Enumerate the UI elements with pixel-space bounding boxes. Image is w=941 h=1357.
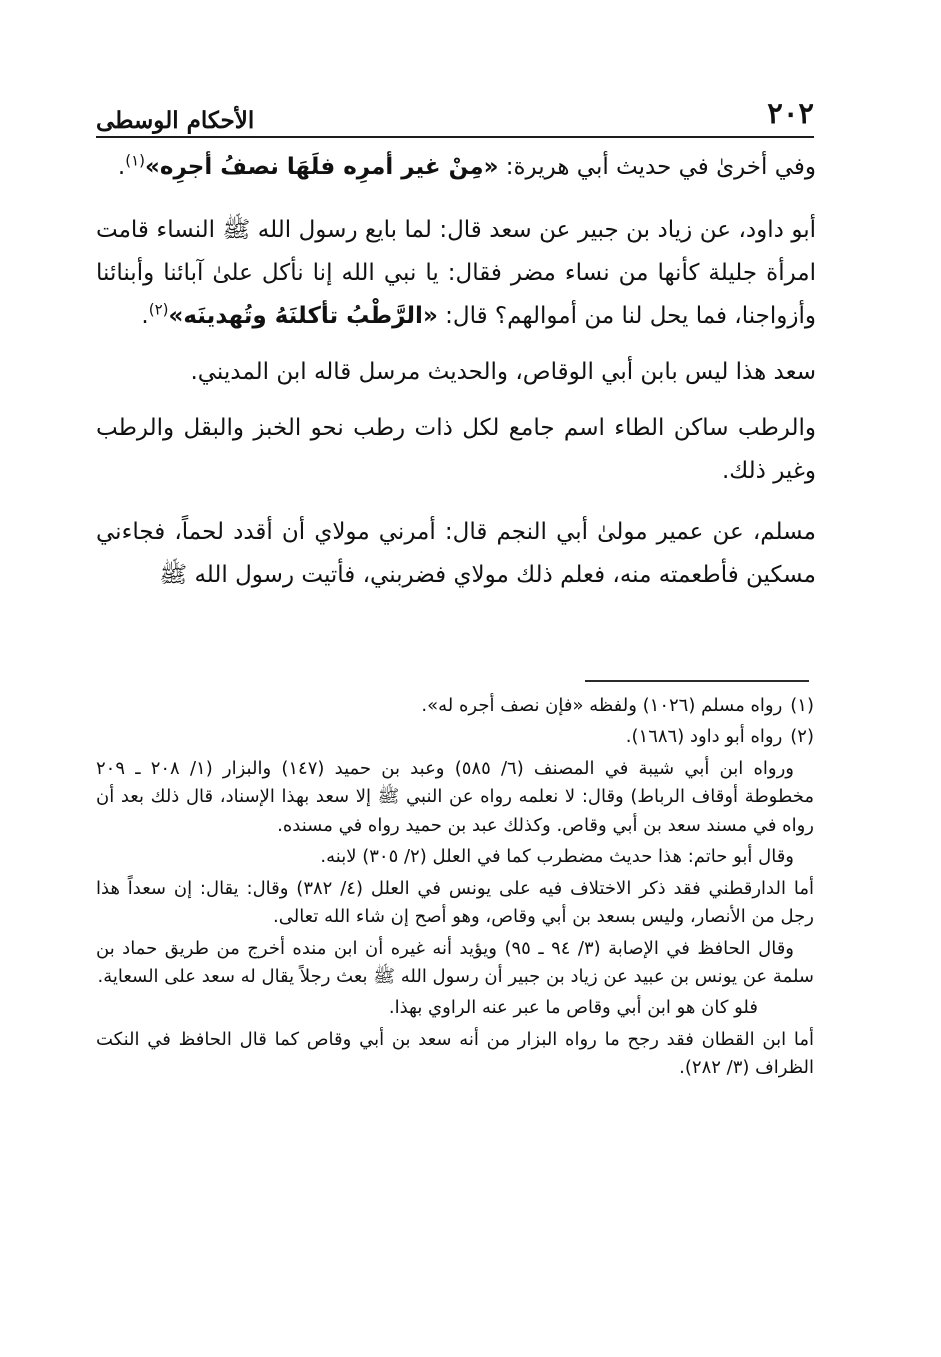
footnote-ref-2[interactable]: (٢) (148, 300, 169, 319)
footnote-divider (585, 680, 809, 682)
paragraph-2-text: أبو داود، عن زياد بن جبير عن سعد قال: لما بايع رسول الله ﷺ النساء قامت امرأة جليلة كأنها من نساء مضر فقال: يا نبي الله إنا نأكل علىٰ آبائنا وأبنائنا وأزواجنا، فما يحل لنا من أموالهم؟ قال: (96, 217, 816, 329)
paragraph-1 (96, 146, 816, 189)
paragraph-1-text: وفي أخرىٰ في حديث أبي هريرة: (498, 154, 816, 180)
paragraph-3: سعد هذا ليس بابن أبي الوقاص، والحديث مرسل قاله ابن المديني. (190, 359, 816, 385)
footnote-2-continuation: أما ابن القطان فقد رجح ما رواه البزار من أنه سعد بن أبي وقاص كما قال الحافظ في النكت الظراف (٣/ ٢٨٢). (96, 1028, 814, 1079)
footnote-text: رواه مسلم (١٠٢٦) ولفظه «فإن نصف أجره له». (421, 695, 783, 716)
main-text (96, 146, 816, 597)
footnote-2 (96, 723, 814, 751)
footnote-2-continuation: وقال أبو حاتم: هذا حديث مضطرب كما في العلل (٢/ ٣٠٥) لابنه. (320, 846, 794, 868)
paragraph-1-end: . (117, 154, 126, 180)
footnote-2-continuation: فلو كان هو ابن أبي وقاص ما عبر عنه الراوي بهذا. (388, 997, 758, 1019)
footnote-ref-1[interactable]: (١) (125, 151, 146, 170)
hadith-quote: «مِنْ غير أمرِه فلَهَا نصفُ أجرِه» (145, 154, 499, 180)
footnote-2-continuation: أما الدارقطني فقد ذكر الاختلاف فيه على يونس في العلل (٤/ ٣٨٢) وقال: يقال: إن سعداً هذا رجل من الأنصار، وليس بسعد بن أبي وقاص، وهو أصح إن شاء الله تعالى. (96, 877, 814, 928)
footnote-2-continuation: وقال الحافظ في الإصابة (٣/ ٩٤ ـ ٩٥) ويؤيد أنه غيره أن ابن منده أخرج من طريق حماد بن سلمة عن يونس بن عبيد عن زياد بن جبير أن رسول الله ﷺ بعث رجلاً يقال له سعد على السعاية. (96, 937, 814, 987)
page-header (96, 96, 814, 138)
paragraph-2 (96, 209, 816, 338)
footnote-1 (96, 692, 814, 720)
paragraph-2-end: . (141, 303, 149, 329)
footnote-number: (٢) (790, 726, 814, 748)
hadith-quote: «الرَّطْبُ تأكلنَهُ وتُهدينَه» (168, 303, 438, 329)
footnotes-section (96, 692, 814, 1083)
footnote-2-continuation: ورواه ابن أبي شيبة في المصنف (٦/ ٥٨٥) وعبد بن حميد (١٤٧) والبزار (١/ ٢٠٨ ـ ٢٠٩ مخطوطة أوقاف الرباط) وقال: لا نعلمه رواه عن النبي ﷺ إلا سعد بهذا الإسناد، قال ذلك بعد أن رواه في مسند سعد بن أبي وقاص. وكذلك عبد بن حميد رواه في مسنده. (96, 757, 814, 836)
paragraph-4: والرطب ساكن الطاء اسم جامع لكل ذات رطب نحو الخبز والبقل والرطب وغير ذلك. (96, 415, 816, 484)
page-number: ٢٠٢ (767, 96, 814, 130)
paragraph-5: مسلم، عن عمير مولىٰ أبي النجم قال: أمرني مولاي أن أقدد لحماً، فجاءني مسكين فأطعمته منه، فعلم ذلك مولاي فضربني، فأتيت رسول الله ﷺ (96, 519, 816, 588)
running-title: الأحكام الوسطى (96, 107, 255, 134)
footnote-number: (١) (790, 695, 814, 716)
footnote-text: رواه أبو داود (١٦٨٦). (625, 726, 783, 748)
